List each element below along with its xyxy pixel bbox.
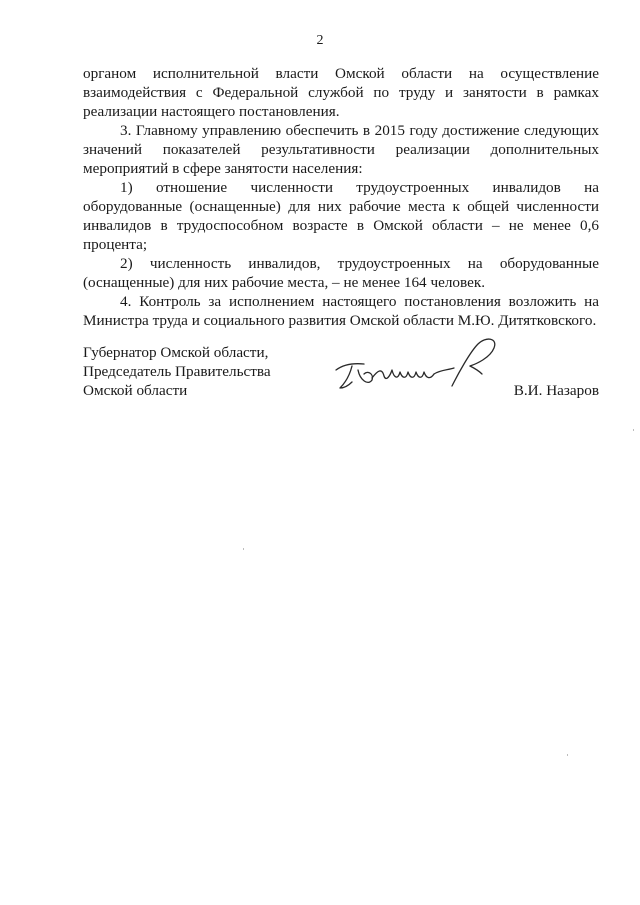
scan-speck <box>633 429 634 431</box>
paragraph-item-3: 3. Главному управлению обеспечить в 2015 году достижение следующих значений показателей результативности реализации дополнительных мероприятий в сфере занятости населения: <box>83 122 599 177</box>
signatory-title-line: Губернатор Омской области, <box>83 344 269 361</box>
paragraph-item-4: 4. Контроль за исполнением настоящего постановления возложить на Министра труда и социального развития Омской области М.Ю. Дитятковского. <box>83 293 599 329</box>
document-body <box>83 64 599 330</box>
signatory-title <box>83 343 271 400</box>
handwritten-signature <box>330 330 510 400</box>
scan-speck <box>243 548 244 550</box>
scan-speck <box>567 754 568 756</box>
signatory-title-line: Омской области <box>83 382 188 399</box>
paragraph-continuation: органом исполнительной власти Омской области на осуществление взаимодействия с Федеральной службой по труду и занятости в рамках реализации настоящего постановления. <box>83 65 599 120</box>
paragraph-subitem-2: 2) численность инвалидов, трудоустроенных на оборудованные (оснащенные) для них рабочие места, – не менее 164 человек. <box>83 255 599 291</box>
signer-name: В.И. Назаров <box>513 382 599 399</box>
page-number: 2 <box>316 33 324 48</box>
signatory-title-line: Председатель Правительства <box>83 363 271 380</box>
paragraph-subitem-1: 1) отношение численности трудоустроенных инвалидов на оборудованные (оснащенные) для них рабочие места к общей численности инвалидов в трудоспособном возрасте в Омской области – не менее 0,6 процента; <box>83 179 599 253</box>
